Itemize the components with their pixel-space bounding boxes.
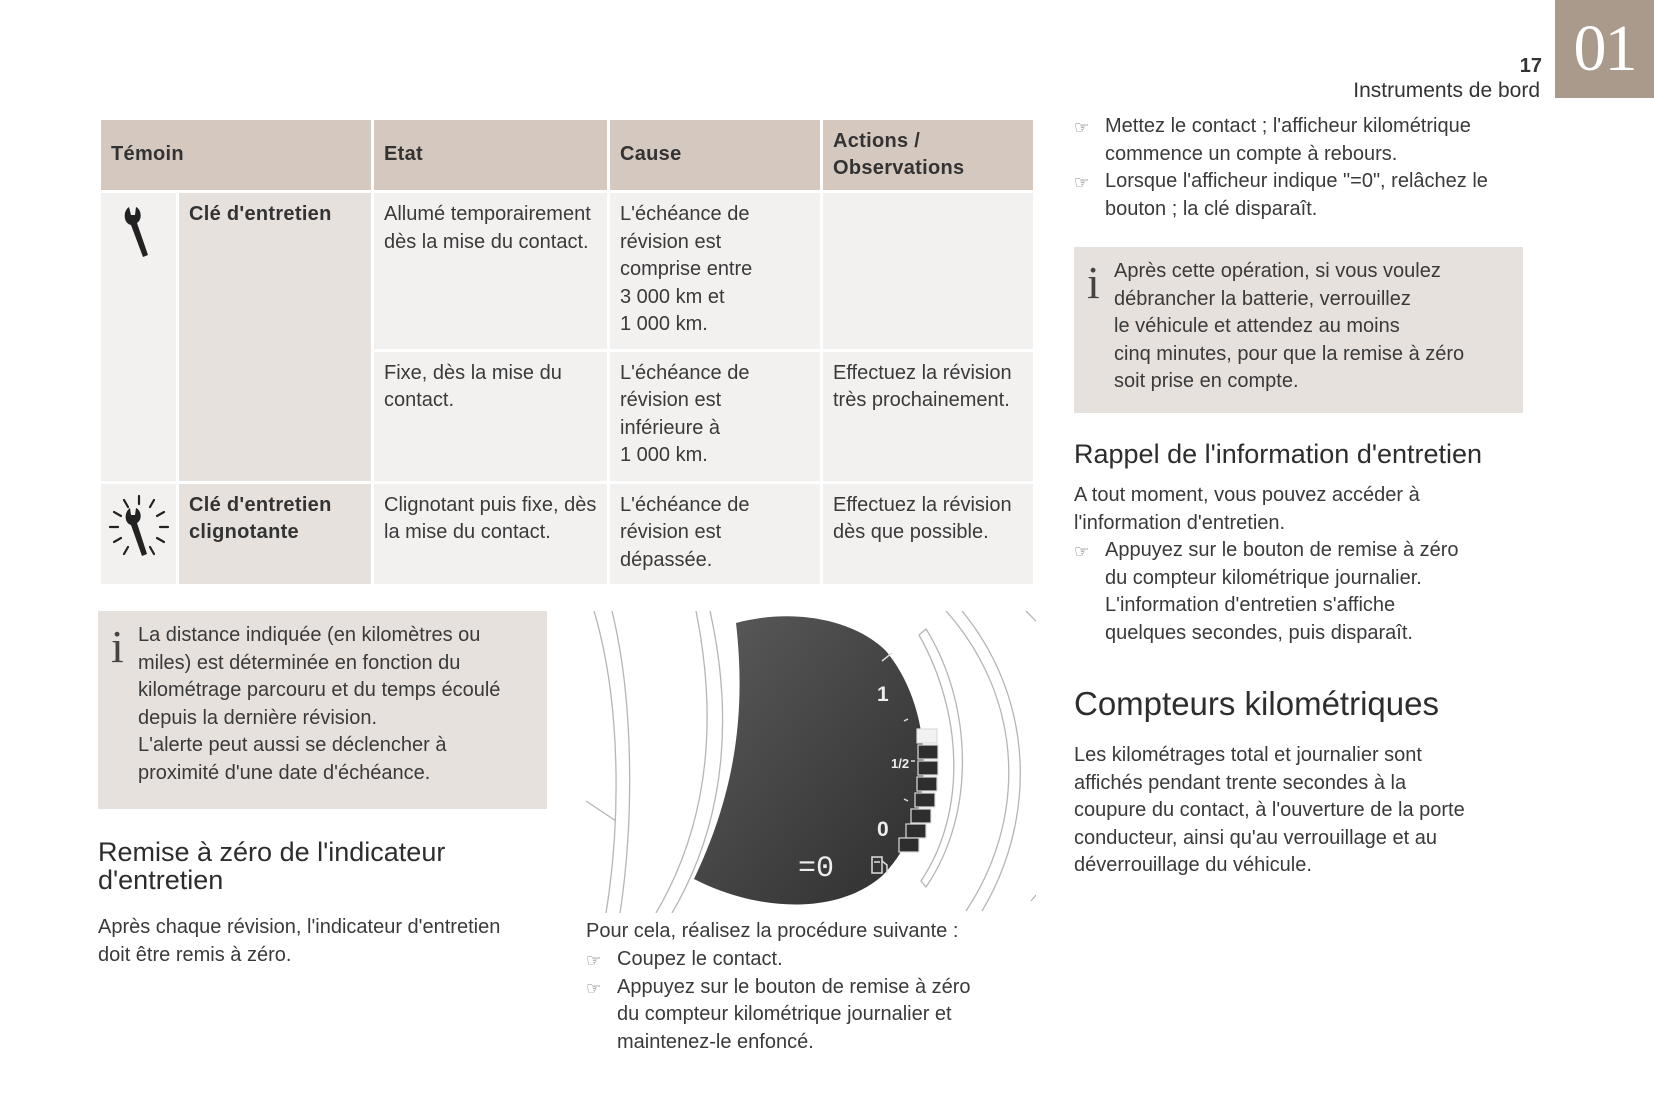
table-header-row bbox=[101, 120, 1033, 190]
gauge-svg bbox=[586, 611, 1036, 913]
instrument-gauge-illustration bbox=[586, 611, 1036, 913]
row-state: Clignotant puis fixe, dès la mise du contact. bbox=[374, 484, 607, 585]
recall-steps bbox=[1074, 537, 1544, 647]
info-note-distance bbox=[98, 611, 547, 809]
pointing-hand-icon: ☞ bbox=[586, 978, 602, 998]
gauge-label-empty: 0 bbox=[877, 818, 889, 841]
warning-light-table bbox=[98, 117, 1036, 587]
header-cause: Cause bbox=[610, 120, 820, 190]
list-item bbox=[1074, 113, 1544, 168]
pointing-hand-icon: ☞ bbox=[1074, 118, 1090, 137]
table-row bbox=[101, 484, 1033, 585]
row-cause: L'échéance de révision est comprise entre 3 000 km et 1 000 km. bbox=[610, 193, 820, 349]
procedure-steps bbox=[586, 946, 1046, 1056]
flashing-wrench-cell bbox=[101, 484, 176, 585]
section-title: Instruments de bord bbox=[1353, 79, 1540, 102]
procedure-intro: Pour cela, réalisez la procédure suivante : bbox=[586, 920, 959, 942]
info-note-text: Après cette opération, si vous voulez débrancher la batterie, verrouillez le véhicule et attendez au moins cinq minutes, pour que la remise à zéro soit prise en compte. bbox=[1114, 260, 1465, 392]
recall-section-title: Rappel de l'information d'entretien bbox=[1074, 439, 1483, 469]
row-cause: L'échéance de révision est inférieure à 1 000 km. bbox=[610, 352, 820, 481]
step-text: Appuyez sur le bouton de remise à zéro du compteur kilométrique journalier. L'information d'entretien s'affiche quelques secondes, puis disparaît. bbox=[1105, 539, 1459, 644]
reset-continued-steps bbox=[1074, 113, 1544, 223]
gauge-label-full: 1 bbox=[877, 683, 889, 706]
row-name-flashing-label: Clé d'entretien clignotante bbox=[189, 493, 332, 543]
info-icon: i bbox=[111, 621, 124, 672]
list-item bbox=[586, 974, 1046, 1057]
list-item bbox=[586, 946, 1046, 974]
step-text: Mettez le contact ; l'afficheur kilométrique commence un compte à rebours. bbox=[1105, 115, 1471, 165]
header-etat: Etat bbox=[374, 120, 607, 190]
row-name-flashing bbox=[179, 484, 371, 585]
wrench-cell bbox=[101, 193, 176, 481]
list-item bbox=[1074, 168, 1544, 223]
info-icon: i bbox=[1087, 257, 1100, 308]
pointing-hand-icon: ☞ bbox=[1074, 542, 1090, 561]
odometer-section-text: Les kilométrages total et journalier sont affichés pendant trente secondes à la coupure du contact, à l'ouverture de la porte conducteur, ainsi qu'au verrouillage et au déverrouillage du véhicule. bbox=[1074, 744, 1465, 876]
row-state: Fixe, dès la mise du contact. bbox=[374, 352, 607, 481]
header-actions bbox=[823, 120, 1033, 190]
step-text: Appuyez sur le bouton de remise à zéro du compteur kilométrique journalier et maintenez-le enfoncé. bbox=[617, 975, 971, 1053]
header-actions-label: Actions / Observations bbox=[833, 130, 965, 179]
reset-section-title: Remise à zéro de l'indicateur d'entretien bbox=[98, 837, 446, 895]
row-action: Effectuez la révision très prochainement. bbox=[823, 352, 1033, 481]
row-name-wrench: Clé d'entretien bbox=[179, 193, 371, 481]
row-action bbox=[823, 193, 1033, 349]
list-item bbox=[1074, 537, 1544, 647]
step-text: Coupez le contact. bbox=[617, 948, 783, 970]
step-text: Lorsque l'afficheur indique "=0", relâchez le bouton ; la clé disparaît. bbox=[1105, 170, 1488, 220]
row-cause: L'échéance de révision est dépassée. bbox=[610, 484, 820, 585]
odometer-section-title: Compteurs kilométriques bbox=[1074, 685, 1439, 722]
row-action: Effectuez la révision dès que possible. bbox=[823, 484, 1033, 585]
row-state: Allumé temporairement dès la mise du contact. bbox=[374, 193, 607, 349]
pointing-hand-icon: ☞ bbox=[586, 951, 602, 970]
page-number: 17 bbox=[1519, 55, 1542, 77]
recall-section-intro: A tout moment, vous pouvez accéder à l'information d'entretien. bbox=[1074, 484, 1420, 534]
reset-section-intro: Après chaque révision, l'indicateur d'entretien doit être remis à zéro. bbox=[98, 916, 501, 966]
chapter-tab: 01 bbox=[1555, 0, 1654, 98]
gauge-display: =0 bbox=[798, 852, 835, 886]
pointing-hand-icon: ☞ bbox=[1074, 173, 1090, 192]
info-note-battery bbox=[1074, 247, 1523, 413]
gauge-label-half: 1/2 bbox=[891, 756, 910, 771]
header-temoin: Témoin bbox=[101, 120, 371, 190]
flashing-wrench-icon bbox=[106, 551, 172, 573]
info-note-text: La distance indiquée (en kilomètres ou miles) est déterminée en fonction du kilométrage parcouru et du temps écoulé depuis la dernière révision. L'alerte peut aussi se déclencher à proximité d'une date d'échéance. bbox=[138, 624, 501, 784]
table-row bbox=[101, 193, 1033, 349]
wrench-icon bbox=[119, 244, 159, 266]
